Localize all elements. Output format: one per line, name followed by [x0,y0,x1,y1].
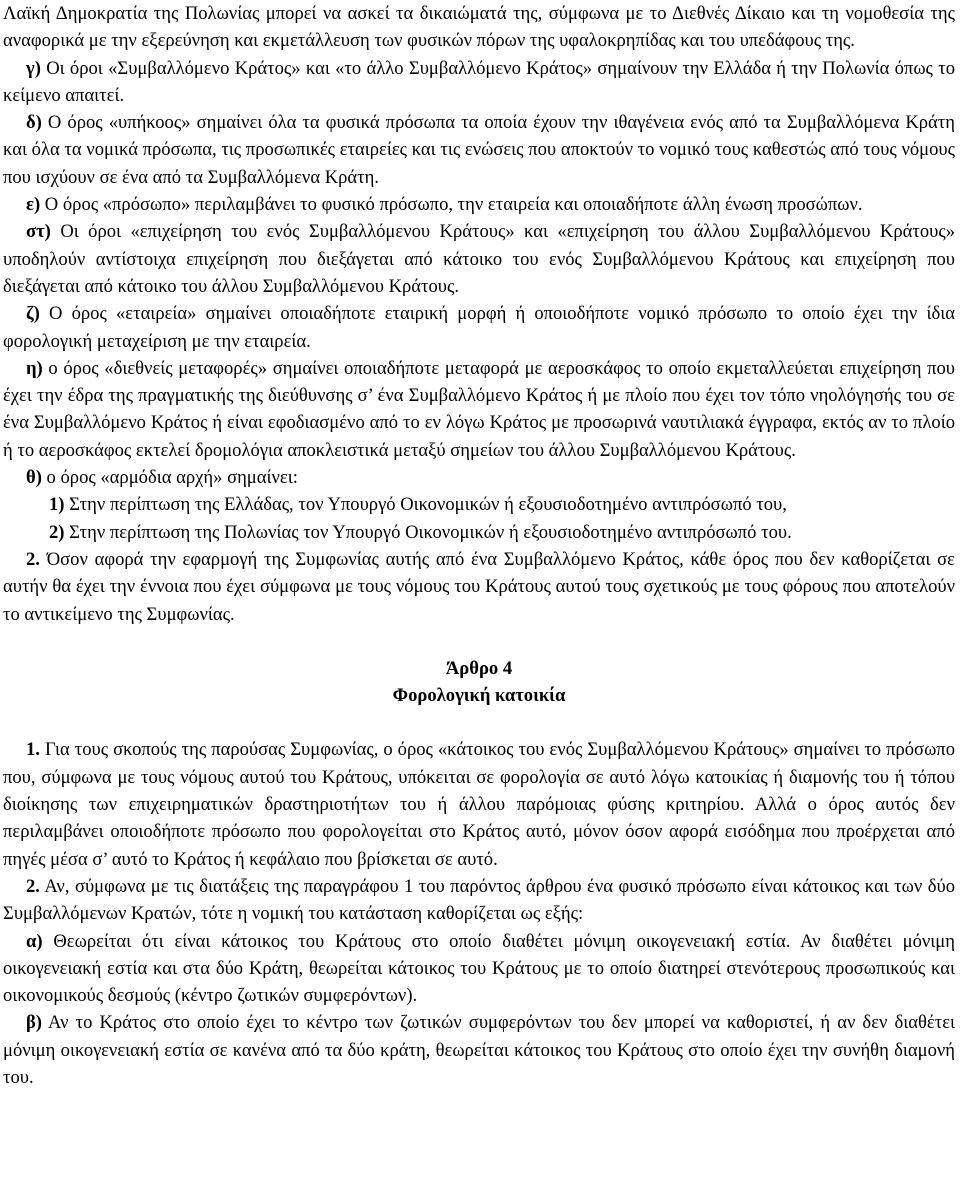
item-label: η) [26,357,43,379]
item-label: θ) [26,467,42,489]
item-label: δ) [26,112,42,134]
item-text: Ο όρος «υπήκοος» σημαίνει όλα τα φυσικά πρόσωπα τα οποία έχουν την ιθαγένεια ενός από τα Συμβαλλόμενα Κράτη και όλα τα νομικά πρόσωπα, τις προσωπικές εταιρείες και τις ενώσεις που αποκτούν το νομικό τους καθεστώς από τους νόμους που ισχύουν σε ένα από τα Συμβαλλόμενα Κράτη. [3,112,955,188]
item-label: 1. [26,739,40,761]
paragraph-theta-1 [3,491,955,518]
item-text: Αν το Κράτος στο οποίο έχει το κέντρο των ζωτικών συμφερόντων του δεν μπορεί να καθοριστεί, ή αν δεν διαθέτει μόνιμη οικογενειακή εστία σε κανένα από τα δύο κράτη, θεωρείται κάτοικος του Κράτους στο οποίο έχει την συνήθη διαμονή του. [3,1012,955,1088]
paragraph-theta [3,464,955,491]
spacer [3,709,955,736]
paragraph-delta [3,109,955,191]
item-text: Ο όρος «εταιρεία» σημαίνει οποιαδήποτε εταιρική μορφή ή οποιοδήποτε νομικό πρόσωπο το οποίο έχει την ίδια φορολογική μεταχείριση με την εταιρεία. [3,303,955,352]
item-text: Θεωρείται ότι είναι κάτοικος του Κράτους στο οποίο διαθέτει μόνιμη οικογενειακή εστία. Αν διαθέτει μόνιμη οικογενειακή εστία και στα δύο Κράτη, θεωρείται κάτοικος του Κράτους με το οποίο διατηρεί στενότερους προσωπικούς και οικονομικούς δεσμούς (κέντρο ζωτικών συμφερόντων). [3,930,955,1007]
item-label: ζ) [26,303,40,325]
item-text: Όσον αφορά την εφαρμογή της Συμφωνίας αυτής από ένα Συμβαλλόμενο Κράτος, κάθε όρος που δεν καθορίζεται σε αυτήν θα έχει την έννοια που έχει σύμφωνα με τους νόμους του Κράτους αυτού τους σχετικούς με τους φόρους που αποτελούν το αντικείμενο της Συμφωνίας. [3,548,955,625]
paragraph-article4-2 [3,873,955,928]
item-label: α) [26,930,43,952]
paragraph-article4-1 [3,736,955,872]
item-text: Στην περίπτωση της Ελλάδας, τον Υπουργό Οικονομικών ή εξουσιοδοτημένο αντιπρόσωπό του, [64,494,787,516]
item-text: Οι όροι «επιχείρηση του ενός Συμβαλλόμενου Κράτους» και «επιχείρηση του άλλου Συμβαλλόμενου Κράτους» υποδηλούν αντίστοιχα επιχείρηση που διεξάγεται από κάτοικο του ενός Συμβαλλόμενου Κράτους και επιχείρηση που διεξάγεται από κάτοικο του άλλου Συμβαλλόμενου Κράτους. [3,221,955,297]
paragraph-article4-beta [3,1009,955,1091]
item-text: Για τους σκοπούς της παρούσας Συμφωνίας, ο όρος «κάτοικος του ενός Συμβαλλόμενου Κράτους» σημαίνει το πρόσωπο που, σύμφωνα με τους νόμους αυτού του Κράτους, υπόκειται σε φορολογία σε αυτό λόγω κατοικίας ή διαμονής του ή τόπου διοίκησης των επιχειρηματικών δραστηριοτήτων του ή άλλου παρόμοιας φύσης κριτηρίου. Αλλά ο όρος αυτός δεν περιλαμβάνει οποιοδήποτε πρόσωπο που φορολογείται στο Κράτος αυτό, μόνον όσον αφορά εισόδημα που προέρχεται από πηγές μέσα σ’ αυτό το Κράτος ή κεφάλαιο που βρίσκεται σε αυτό. [3,739,955,870]
article-title: Φορολογική κατοικία [392,685,566,707]
item-text: Στην περίπτωση της Πολωνίας τον Υπουργό Οικονομικών ή εξουσιοδοτημένο αντιπρόσωπό του. [64,521,792,543]
paragraph-zeta [3,300,955,355]
item-text: ο όρος «αρμόδια αρχή» σημαίνει: [41,467,298,489]
paragraph-article3-2 [3,546,955,628]
item-label: β) [26,1012,42,1034]
item-label: 2. [26,875,40,897]
item-label: 2. [26,548,40,570]
item-label: γ) [26,57,41,79]
item-label: 2) [49,521,65,543]
paragraph-continuation: Λαϊκή Δημοκρατία της Πολωνίας μπορεί να ασκεί τα δικαιώματά της, σύμφωνα με το Διεθνές Δίκαιο και τη νομοθεσία της αναφορικά με την εξερεύνηση και εκμετάλλευση των φυσικών πόρων της υφαλοκρηπίδας και του υπεδάφους της. [3,3,955,52]
paragraph-epsilon [3,191,955,218]
paragraph-st [3,218,955,300]
article-number: Άρθρο 4 [445,657,513,679]
spacer [3,628,955,655]
paragraph-eta [3,355,955,464]
item-label: 1) [49,494,65,516]
item-label: ε) [26,194,41,216]
item-text: Οι όροι «Συμβαλλόμενο Κράτος» και «το άλλο Συμβαλλόμενο Κράτος» σημαίνουν την Ελλάδα ή την Πολωνία όπως το κείμενο απαιτεί. [3,57,955,106]
paragraph-gamma [3,55,955,110]
item-text: Αν, σύμφωνα με τις διατάξεις της παραγράφου 1 του παρόντος άρθρου ένα φυσικό πρόσωπο είναι κάτοικος και των δύο Συμβαλλόμενων Κρατών, τότε η νομική του κατάσταση καθορίζεται ως εξής: [3,875,955,925]
item-label: στ) [26,221,51,243]
paragraph-article4-alpha [3,928,955,1010]
item-text: ο όρος «διεθνείς μεταφορές» σημαίνει οποιαδήποτε μεταφορά με αεροσκάφος το οποίο εκμεταλλεύεται επιχείρηση που έχει την έδρα της πραγματικής της διεύθυνσης σ’ ένα Συμβαλλόμενο Κράτος ή με πλοίο που έχει τον τόπο νηολόγησής του σε ένα Συμβαλλόμενο Κράτος ή είναι εφοδιασμένο από το εν λόγω Κράτος με προσωρινά ναυτιλιακά έγγραφα, εκτός αν το πλοίο ή το αεροσκάφος εκτελεί δρομολόγια αποκλειστικά μεταξύ σημείων του άλλου Συμβαλλόμενου Κράτους. [3,357,955,461]
paragraph-theta-2 [3,519,955,546]
item-text: Ο όρος «πρόσωπο» περιλαμβάνει το φυσικό πρόσωπο, την εταιρεία και οποιαδήποτε άλλη ένωση προσώπων. [40,194,863,216]
